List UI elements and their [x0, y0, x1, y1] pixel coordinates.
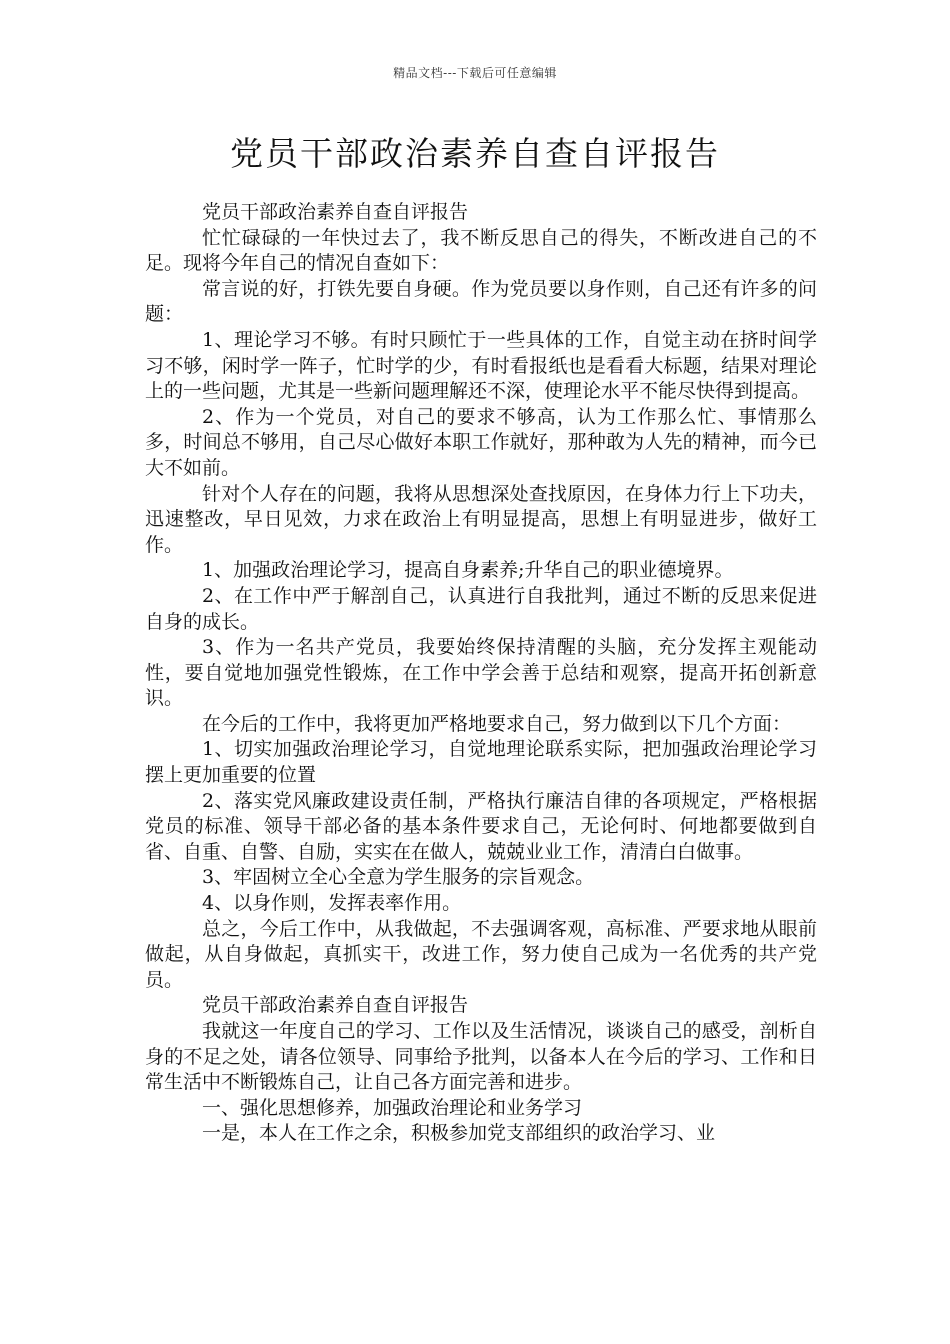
paragraph: 2、落实党风廉政建设责任制，严格执行廉洁自律的各项规定，严格根据党员的标准、领导干部必备的基本条件要求自己，无论何时、何地都要做到自省、自重、自警、自励，实实在在做人，兢兢业业工作，清清白白做事。 [145, 789, 817, 863]
paragraph: 在今后的工作中，我将更加严格地要求自己，努力做到以下几个方面： [202, 712, 792, 735]
paragraph: 4、以身作则，发挥表率作用。 [202, 892, 462, 915]
paragraph: 2、作为一个党员，对自己的要求不够高，认为工作那么忙、事情那么多，时间总不够用，自己尽心做好本职工作就好，那种敢为人先的精神，而今已大不如前。 [145, 405, 817, 479]
document-title: 党员干部政治素养自查自评报告 [230, 134, 720, 173]
paragraph: 一是，本人在工作之余，积极参加党支部组织的政治学习、业 [202, 1122, 716, 1145]
paragraph: 一、强化思想修养，加强政治理论和业务学习 [202, 1096, 583, 1119]
paragraph: 常言说的好，打铁先要自身硬。作为党员要以身作则，自己还有许多的问题： [145, 277, 817, 326]
paragraph: 党员干部政治素养自查自评报告 [202, 994, 469, 1017]
paragraph: 总之，今后工作中，从我做起，不去强调客观，高标准、严要求地从眼前做起，从自身做起，真抓实干，改进工作，努力使自己成为一名优秀的共产党员。 [145, 917, 817, 991]
paragraph: 党员干部政治素养自查自评报告 [202, 201, 469, 223]
paragraph: 1、理论学习不够。有时只顾忙于一些具体的工作，自觉主动在挤时间学习不够，闲时学一阵子，忙时学的少，有时看报纸也是看看大标题，结果对理论上的一些问题，尤其是一些新问题理解还不深，使理论水平不能尽快得到提高。 [145, 328, 817, 403]
paragraph: 2、在工作中严于解剖自己，认真进行自我批判，通过不断的反思来促进自身的成长。 [145, 584, 817, 633]
paragraph: 我就这一年度自己的学习、工作以及生活情况，谈谈自己的感受，剖析自身的不足之处，请各位领导、同事给予批判，以备本人在今后的学习、工作和日常生活中不断锻炼自己，让自己各方面完善和进步。 [145, 1020, 817, 1094]
paragraph: 针对个人存在的问题，我将从思想深处查找原因，在身体力行上下功夫，迅速整改，早日见效，力求在政治上有明显提高，思想上有明显进步，做好工作。 [145, 482, 817, 556]
document-body [145, 200, 817, 1147]
header-note: 精品文档---下载后可任意编辑 [393, 66, 557, 80]
paragraph: 忙忙碌碌的一年快过去了，我不断反思自己的得失，不断改进自己的不足。现将今年自己的情况自查如下： [145, 226, 817, 275]
paragraph: 1、加强政治理论学习，提高自身素养;升华自己的职业德境界。 [202, 559, 734, 582]
paragraph: 3、作为一名共产党员，我要始终保持清醒的头脑，充分发挥主观能动性，要自觉地加强党性锻炼，在工作中学会善于总结和观察，提高开拓创新意识。 [145, 636, 817, 710]
paragraph: 1、切实加强政治理论学习，自觉地理论联系实际，把加强政治理论学习摆上更加重要的位置 [145, 738, 817, 787]
paragraph: 3、牢固树立全心全意为学生服务的宗旨观念。 [202, 866, 595, 889]
